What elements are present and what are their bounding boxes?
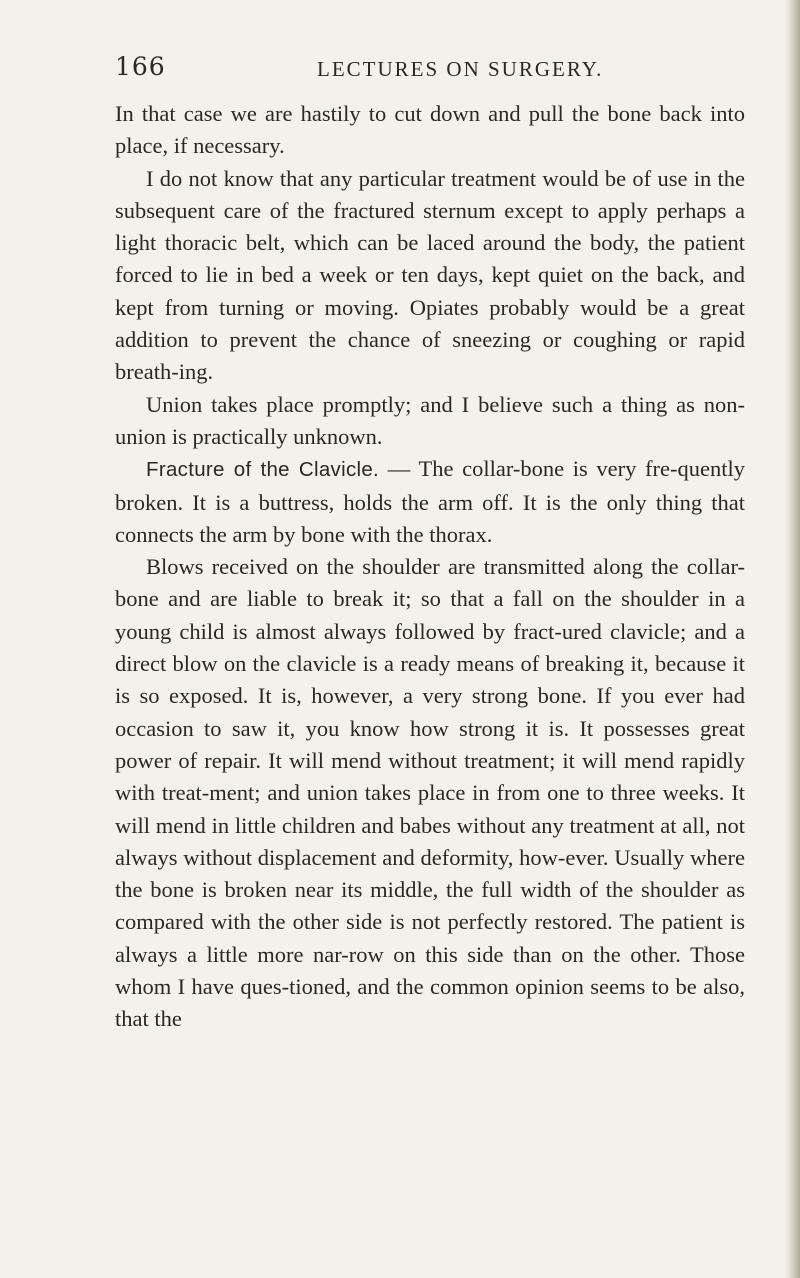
page-number: 166 (115, 52, 166, 81)
section-heading: Fracture of the Clavicle. (146, 458, 380, 482)
paragraph-treatment: I do not know that any particular treatment would be of use in the subsequent care of the fractured sternum except to apply perhaps a light thoracic belt, which can be laced around the body, the patient forced to lie in bed a week or ten days, kept quiet on the back, and kept from turning or moving. Opiates probably would be a great addition to prevent the chance of sneezing or coughing or rapid breath-ing. (115, 165, 745, 385)
running-title: LECTURES ON SURGERY. (317, 57, 604, 81)
paragraph-union: Union takes place promptly; and I believe such a thing as non-union is practically unknown. (115, 391, 745, 449)
paragraph-clavicle-intro (115, 453, 745, 551)
paragraph-continuation: In that case we are hastily to cut down and pull the bone back into place, if necessary. (115, 101, 745, 159)
page-header (115, 52, 745, 86)
paragraph-blows: Blows received on the shoulder are transmitted along the collar-bone and are liable to break it; so that a fall on the shoulder in a young child is almost always followed by fract-ured clavicle; and a direct blow on the clavicle is a ready means of breaking it, because it is so exposed. It is, however, a very strong bone. If you ever had occasion to saw it, you know how strong it is. It possesses great power of repair. It will mend without treatment; it will mend rapidly with treat-ment; and union takes place in from one to three weeks. It will mend in little children and babes without any treatment at all, not always without displacement and deformity, how-ever. Usually where the bone is broken near its middle, the full width of the shoulder as compared with the other side is not perfectly restored. The patient is always a little more nar-row on this side than on the other. Those whom I have ques-tioned, and the common opinion seems to be also, that the (115, 554, 745, 1032)
body-text (115, 98, 745, 1036)
section-heading-text: — The collar-bone is very fre-quently broken. It is a buttress, holds the arm off. It is the only thing that connects the arm by bone with the thorax. (115, 456, 745, 547)
